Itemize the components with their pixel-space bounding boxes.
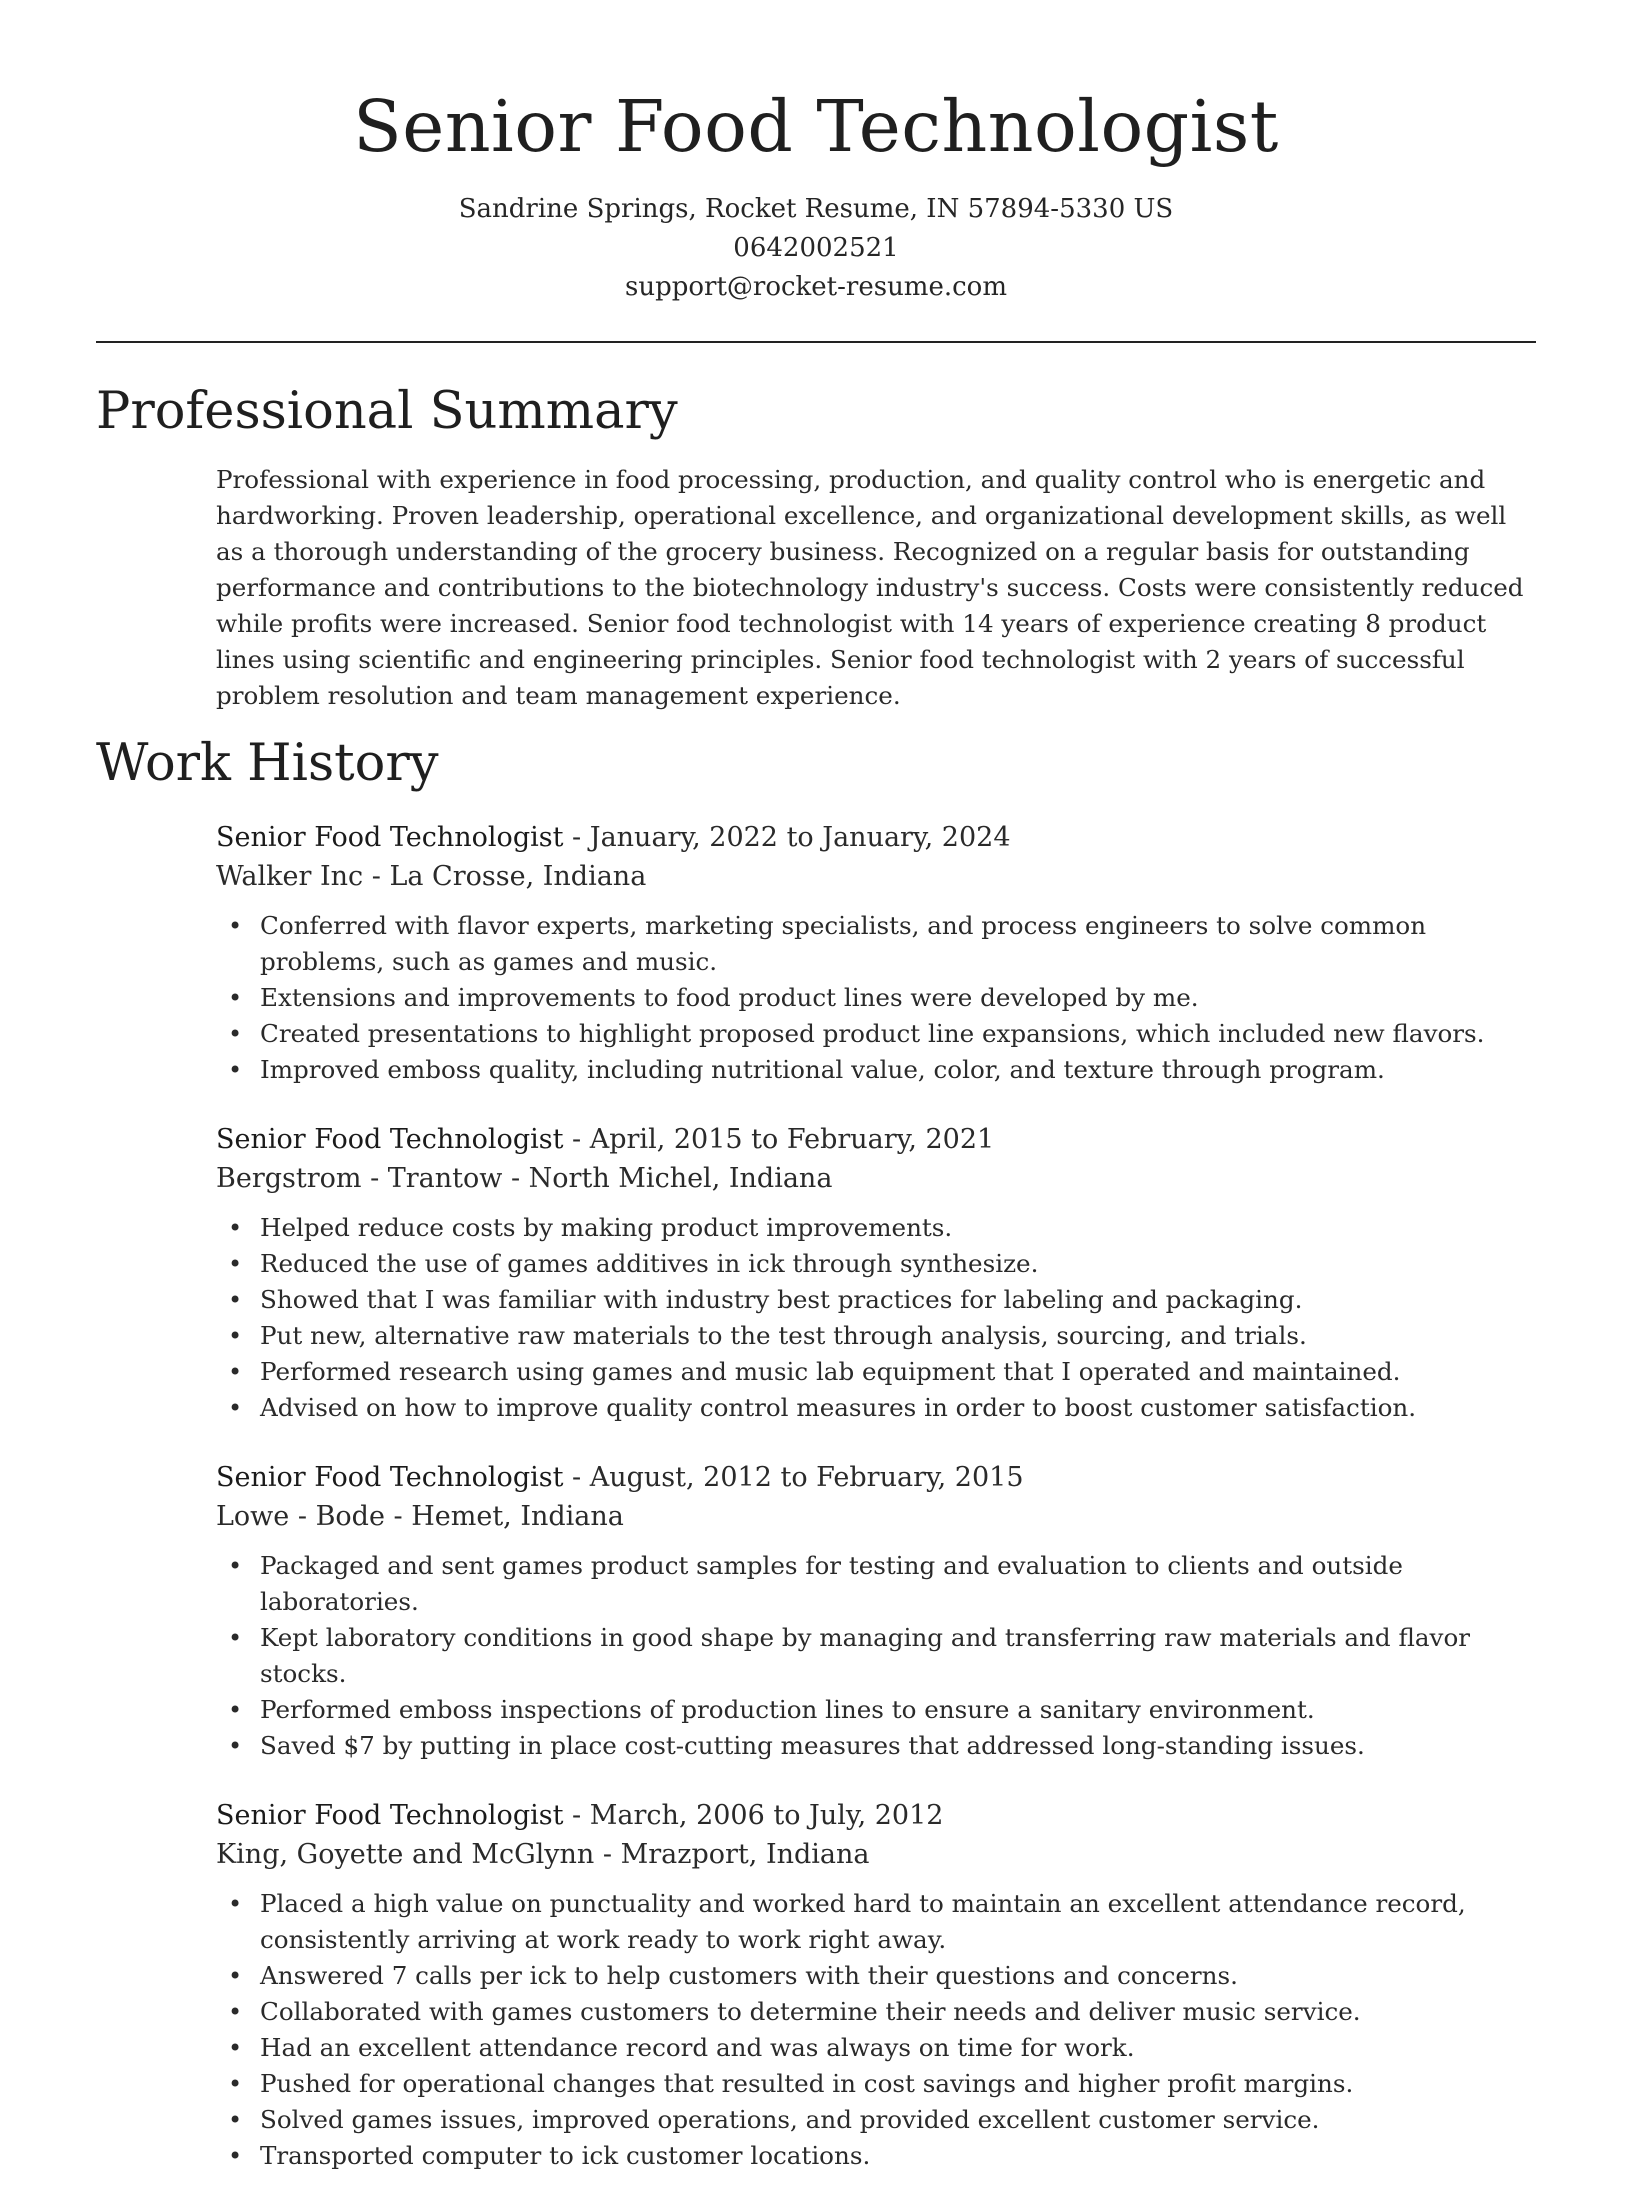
job-bullet: • Transported computer to ick customer locations. — [216, 2138, 1536, 2174]
job-bullet: • Put new, alternative raw materials to the test through analysis, sourcing, and trials. — [216, 1318, 1536, 1354]
job-bullet: • Conferred with flavor experts, marketing specialists, and process engineers to solve common problems, such as games and music. — [216, 908, 1536, 980]
job-company-line — [216, 1835, 1536, 1874]
job-bullet: • Created presentations to highlight proposed product line expansions, which included new flavors. — [216, 1016, 1536, 1052]
job-location: - North Michel, Indiana — [502, 1163, 833, 1194]
job-bullet: • Improved emboss quality, including nutritional value, color, and texture through program. — [216, 1052, 1536, 1088]
job-bullets — [216, 1548, 1536, 1764]
header-divider — [96, 341, 1536, 343]
job-bullet: • Reduced the use of games additives in ick through synthesize. — [216, 1246, 1536, 1282]
resume-title: Senior Food Technologist — [353, 85, 1279, 168]
job-bullet: • Had an excellent attendance record and was always on time for work. — [216, 2030, 1536, 2066]
job-location: - Hemet, Indiana — [384, 1501, 624, 1532]
job-title: Senior Food Technologist — [216, 1124, 564, 1155]
job-title-line — [216, 1120, 1536, 1159]
job-bullet: • Placed a high value on punctuality and worked hard to maintain an excellent attendance record, consistently arriving at work ready to work right away. — [216, 1886, 1536, 1958]
job-company-line — [216, 1159, 1536, 1198]
contact-block — [0, 190, 1632, 307]
job-bullets — [216, 1886, 1536, 2174]
job-bullet: • Extensions and improvements to food product lines were developed by me. — [216, 980, 1536, 1016]
job-title: Senior Food Technologist — [216, 1462, 564, 1493]
job-location: - Mrazport, Indiana — [594, 1839, 870, 1870]
job-bullet: • Solved games issues, improved operations, and provided excellent customer service. — [216, 2102, 1536, 2138]
job-company: Walker Inc — [216, 861, 364, 892]
job-entry — [216, 1458, 1536, 1764]
job-bullet: • Performed emboss inspections of production lines to ensure a sanitary environment. — [216, 1692, 1536, 1728]
job-bullet: • Helped reduce costs by making product improvements. — [216, 1210, 1536, 1246]
job-entry — [216, 818, 1536, 1088]
job-company-line — [216, 857, 1536, 896]
job-title-line — [216, 1796, 1536, 1835]
job-title: Senior Food Technologist — [216, 1800, 564, 1831]
job-entry — [216, 1796, 1536, 2174]
work-history-list — [216, 818, 1536, 2206]
job-bullet: • Answered 7 calls per ick to help customers with their questions and concerns. — [216, 1958, 1536, 1994]
job-dates: - March, 2006 to July, 2012 — [563, 1800, 944, 1831]
resume-header — [0, 0, 1632, 307]
job-dates: - April, 2015 to February, 2021 — [563, 1124, 995, 1155]
job-title-line — [216, 1458, 1536, 1497]
job-title: Senior Food Technologist — [216, 822, 564, 853]
summary-text: Professional with experience in food processing, production, and quality control who is energetic and hardworking. Proven leadership, operational excellence, and organizational development skills, as well as a thorough understanding of the grocery business. Recognized on a regular basis for outstanding performance and contributions to the biotechnology industry's success. Costs were consistently reduced while profits were increased. Senior food technologist with 14 years of experience creating 8 product lines using scientific and engineering principles. Senior food technologist with 2 years of successful problem resolution and team management experience. — [216, 465, 1524, 710]
job-bullet: • Pushed for operational changes that resulted in cost savings and higher profit margins. — [216, 2066, 1536, 2102]
job-bullet: • Saved $7 by putting in place cost-cutting measures that addressed long-standing issues. — [216, 1728, 1536, 1764]
job-company: King, Goyette and McGlynn — [216, 1839, 595, 1870]
job-bullet: • Performed research using games and music lab equipment that I operated and maintained. — [216, 1354, 1536, 1390]
job-dates: - January, 2022 to January, 2024 — [563, 822, 1011, 853]
job-company-line — [216, 1497, 1536, 1536]
job-bullets — [216, 1210, 1536, 1426]
job-bullet: • Advised on how to improve quality control measures in order to boost customer satisfaction. — [216, 1390, 1536, 1426]
job-company: Lowe - Bode — [216, 1501, 385, 1532]
job-bullet: • Packaged and sent games product samples for testing and evaluation to clients and outside laboratories. — [216, 1548, 1536, 1620]
job-entry — [216, 1120, 1536, 1426]
job-dates: - August, 2012 to February, 2015 — [563, 1462, 1024, 1493]
job-bullet: • Showed that I was familiar with industry best practices for labeling and packaging. — [216, 1282, 1536, 1318]
summary-heading: Professional Summary — [96, 382, 678, 441]
job-bullet: • Kept laboratory conditions in good shape by managing and transferring raw materials and flavor stocks. — [216, 1620, 1536, 1692]
work-history-heading: Work History — [96, 734, 439, 793]
job-title-line — [216, 818, 1536, 857]
job-bullets — [216, 908, 1536, 1088]
job-location: - La Crosse, Indiana — [363, 861, 647, 892]
job-company: Bergstrom - Trantow — [216, 1163, 503, 1194]
contact-email: support@rocket-resume.com — [624, 272, 1007, 302]
job-bullet: • Collaborated with games customers to determine their needs and deliver music service. — [216, 1994, 1536, 2030]
contact-phone: 0642002521 — [733, 233, 899, 263]
contact-address: Sandrine Springs, Rocket Resume, IN 57894-5330 US — [458, 194, 1174, 224]
